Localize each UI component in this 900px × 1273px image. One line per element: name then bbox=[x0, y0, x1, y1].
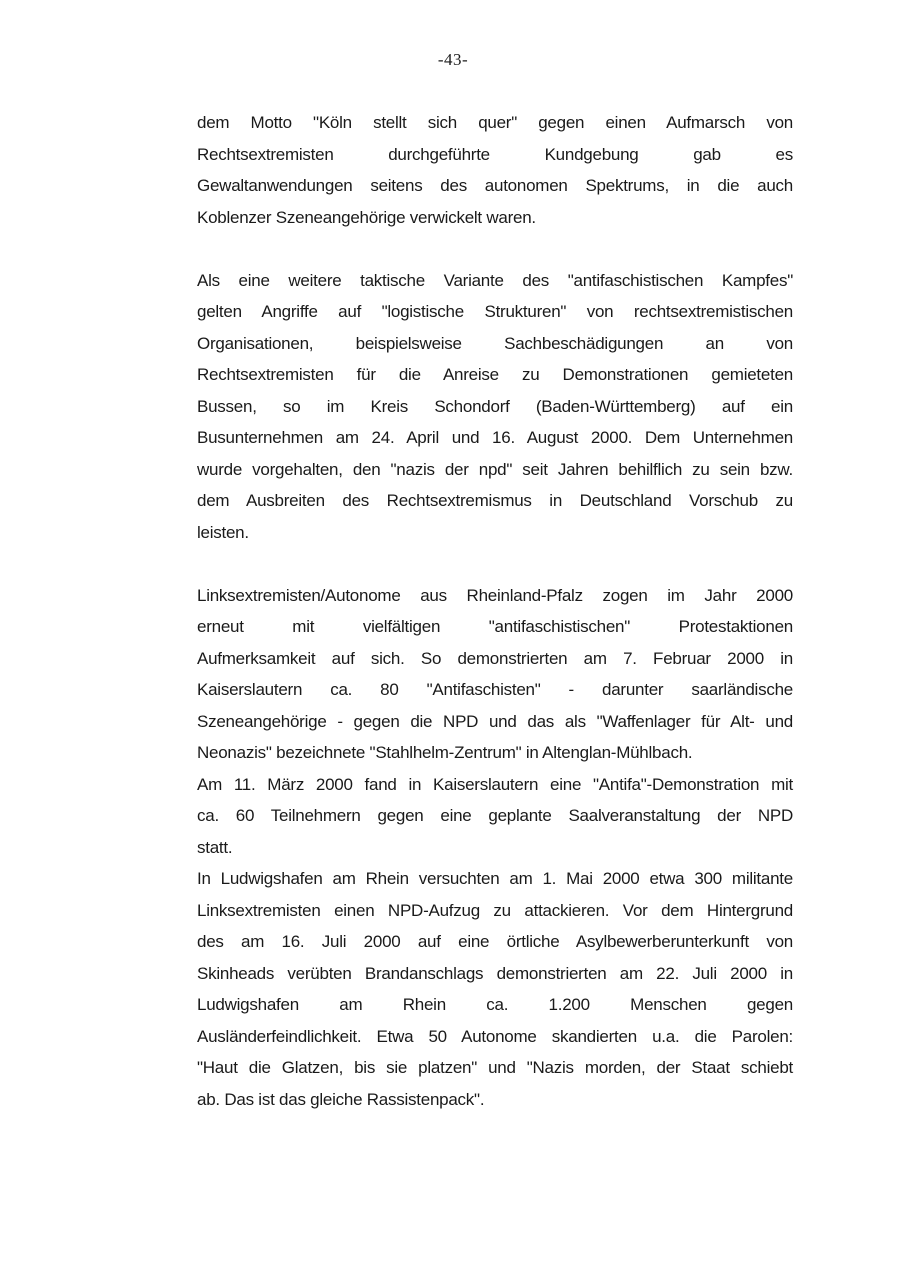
text-line: Neonazis" bezeichnete "Stahlhelm-Zentrum" in Altenglan-Mühlbach. bbox=[197, 743, 693, 762]
paragraph bbox=[197, 863, 793, 1115]
text-line: erneut mit vielfältigen "antifaschistischen" Protestaktionen bbox=[197, 617, 793, 636]
text-line: ca. 60 Teilnehmern gegen eine geplante Saalveranstaltung der NPD bbox=[197, 806, 793, 825]
paragraph bbox=[197, 580, 793, 769]
paragraph bbox=[197, 265, 793, 549]
text-line: Rechtsextremisten für die Anreise zu Demonstrationen gemieteten bbox=[197, 365, 793, 384]
text-line: des am 16. Juli 2000 auf eine örtliche Asylbewerberunterkunft von bbox=[197, 932, 793, 951]
text-line: dem Ausbreiten des Rechtsextremismus in Deutschland Vorschub zu bbox=[197, 491, 793, 510]
text-line: dem Motto "Köln stellt sich quer" gegen einen Aufmarsch von bbox=[197, 113, 793, 132]
text-line: Als eine weitere taktische Variante des "antifaschistischen Kampfes" bbox=[197, 270, 793, 290]
text-line: gelten Angriffe auf "logistische Strukturen" von rechtsextremistischen bbox=[197, 302, 793, 321]
text-line: Bussen, so im Kreis Schondorf (Baden-Württemberg) auf ein bbox=[197, 396, 793, 416]
text-line: Am 11. März 2000 fand in Kaiserslautern eine "Antifa"-Demonstration mit bbox=[197, 774, 793, 794]
text-line: Skinheads verübten Brandanschlags demonstrierten am 22. Juli 2000 in bbox=[197, 963, 793, 983]
text-line: Busunternehmen am 24. April und 16. August 2000. Dem Unternehmen bbox=[197, 428, 793, 447]
text-line: leisten. bbox=[197, 522, 249, 542]
text-block bbox=[197, 107, 793, 1115]
text-line: Szeneangehörige - gegen die NPD und das als "Waffenlager für Alt- und bbox=[197, 711, 793, 731]
paragraph bbox=[197, 769, 793, 864]
text-line: Organisationen, beispielsweise Sachbeschädigungen an von bbox=[197, 333, 793, 353]
text-line: Linksextremisten einen NPD-Aufzug zu attackieren. Vor dem Hintergrund bbox=[197, 900, 793, 920]
text-line: Gewaltanwendungen seitens des autonomen Spektrums, in die auch bbox=[197, 176, 793, 195]
text-line: ab. Das ist das gleiche Rassistenpack". bbox=[197, 1089, 485, 1109]
paragraph bbox=[197, 107, 793, 233]
text-line: In Ludwigshafen am Rhein versuchten am 1. Mai 2000 etwa 300 militante bbox=[197, 869, 793, 888]
text-line: Linksextremisten/Autonome aus Rheinland-Pfalz zogen im Jahr 2000 bbox=[197, 585, 793, 605]
text-line: statt. bbox=[197, 837, 233, 857]
text-line: Ausländerfeindlichkeit. Etwa 50 Autonome skandierten u.a. die Parolen: bbox=[197, 1026, 793, 1046]
text-line: Rechtsextremisten durchgeführte Kundgebung gab es bbox=[197, 144, 793, 164]
text-line: Kaiserslautern ca. 80 "Antifaschisten" - darunter saarländische bbox=[197, 680, 793, 699]
text-line: Koblenzer Szeneangehörige verwickelt waren. bbox=[197, 207, 536, 227]
text-line: Ludwigshafen am Rhein ca. 1.200 Menschen gegen bbox=[197, 995, 793, 1014]
text-line: Aufmerksamkeit auf sich. So demonstrierten am 7. Februar 2000 in bbox=[197, 648, 793, 668]
page-number: -43- bbox=[437, 50, 469, 69]
text-line: "Haut die Glatzen, bis sie platzen" und "Nazis morden, der Staat schiebt bbox=[197, 1058, 793, 1077]
text-line: wurde vorgehalten, den "nazis der npd" seit Jahren behilflich zu sein bzw. bbox=[197, 459, 793, 479]
